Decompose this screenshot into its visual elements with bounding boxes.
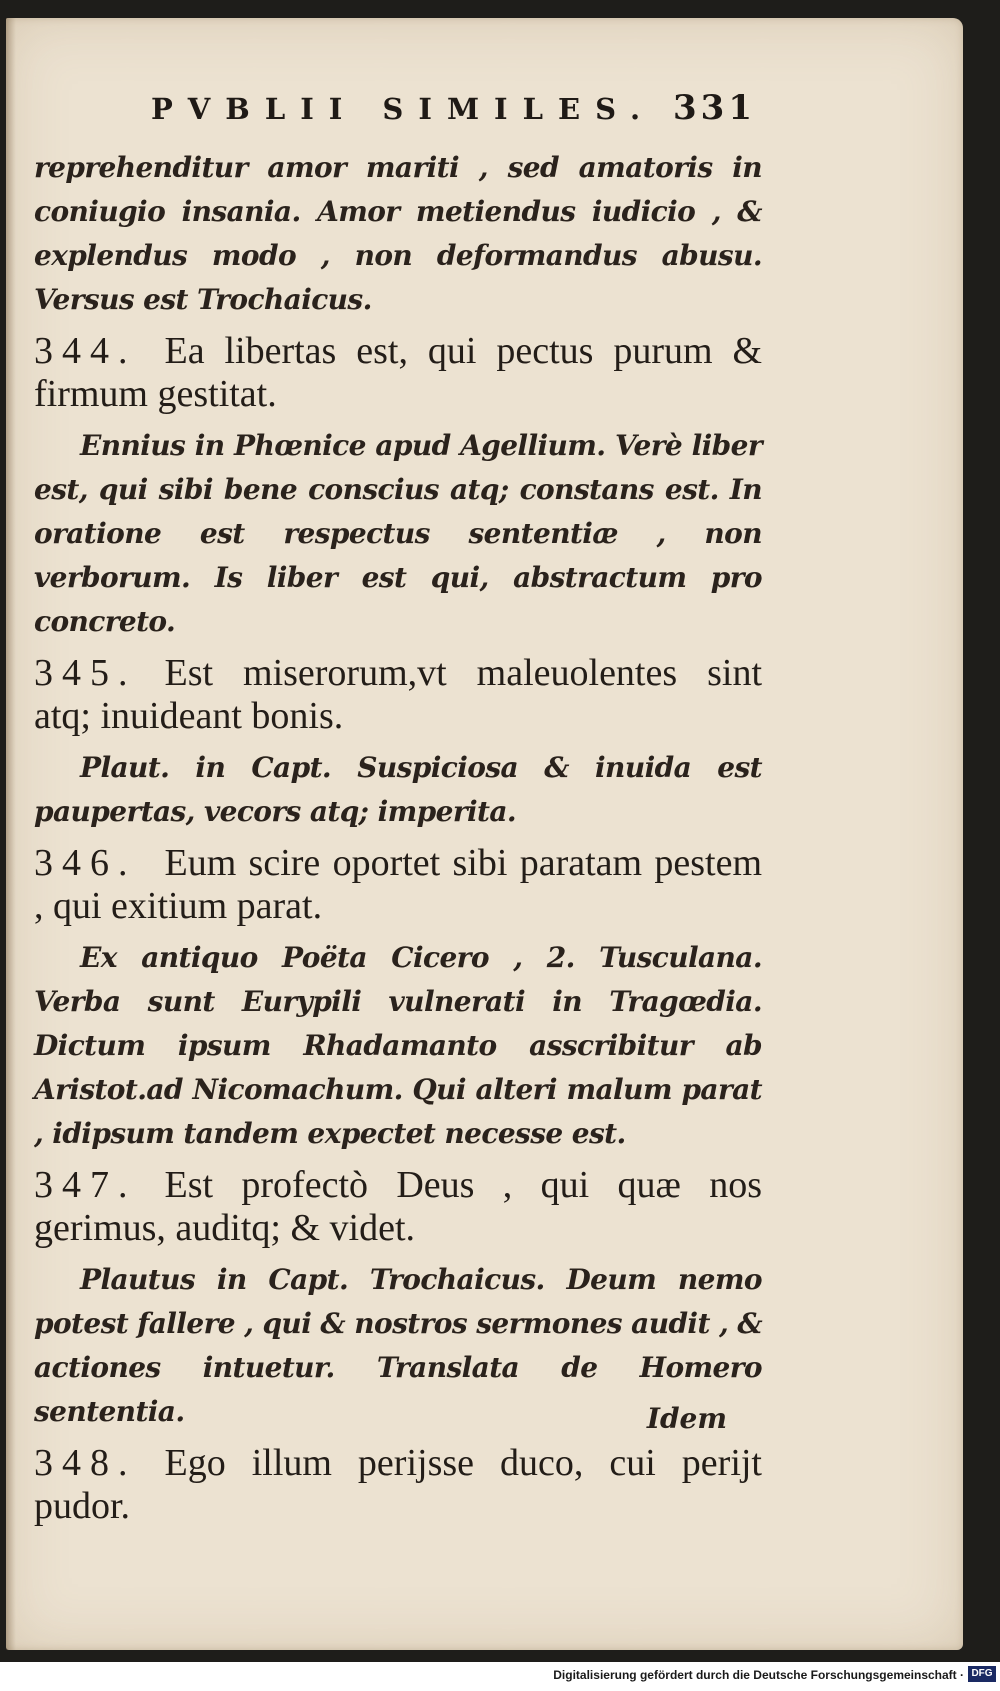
entry-text: Est profectò Deus , qui quæ nos gerimus, auditq; & videt. (34, 1164, 762, 1249)
proverb-entry (34, 842, 762, 928)
entry-text: Est miserorum,vt maleuolentes sint atq; inuideant bonis. (34, 652, 762, 737)
commentary-block: reprehenditur amor mariti , sed amatoris in coniugio insania. Amor metiendus iudicio , & explendus modo , non deformandus abusu. Versus est Trochaicus. (34, 151, 762, 316)
entry-number: 345. (34, 652, 137, 694)
running-head (151, 88, 756, 128)
commentary-block: Ennius in Phœnice apud Agellium. Verè liber est, qui sibi bene conscius atq; constans est. In oratione est respectus sententiæ , non verborum. Is liber est qui, abstractum pro concreto. (34, 429, 762, 638)
dfg-logo-icon: DFG (968, 1666, 996, 1682)
entry-number: 344. (34, 330, 137, 372)
footer-credit: Digitalisierung gefördert durch die Deutsche Forschungsgemeinschaft · (553, 1668, 964, 1682)
page-number: 331 (673, 88, 756, 128)
commentary-block: Plautus in Capt. Trochaicus. Deum nemo potest fallere , qui & nostros sermones audit , & actiones intuetur. Translata de Homero sententia. (34, 1263, 762, 1428)
commentary-block: Plaut. in Capt. Suspiciosa & inuida est paupertas, vecors atq; imperita. (34, 751, 762, 828)
entry-number: 348. (34, 1442, 137, 1484)
entry-text: Ego illum perijsse duco, cui perijt pudor. (34, 1442, 762, 1527)
entry-number: 346. (34, 842, 137, 884)
entry-number: 347. (34, 1164, 137, 1206)
book-page (6, 18, 963, 1650)
entry-text: Eum scire oportet sibi paratam pestem , qui exitium parat. (34, 842, 762, 927)
commentary-block: Ex antiquo Poëta Cicero , 2. Tusculana. Verba sunt Eurypili vulnerati in Tragœdia. Dictum ipsum Rhadamanto asscribitur ab Aristot.ad Nicomachum. Qui alteri malum parat , idipsum tandem expectet necesse est. (34, 941, 762, 1150)
running-title: PVBLII SIMILES. (151, 92, 656, 126)
proverb-entry (34, 330, 762, 416)
page-content (34, 146, 762, 1536)
catch-word: Idem (646, 1402, 727, 1435)
proverb-entry (34, 652, 762, 738)
proverb-entry (34, 1164, 762, 1250)
proverb-entry (34, 1442, 762, 1528)
entry-text: Ea libertas est, qui pectus purum & firmum gestitat. (34, 330, 762, 415)
